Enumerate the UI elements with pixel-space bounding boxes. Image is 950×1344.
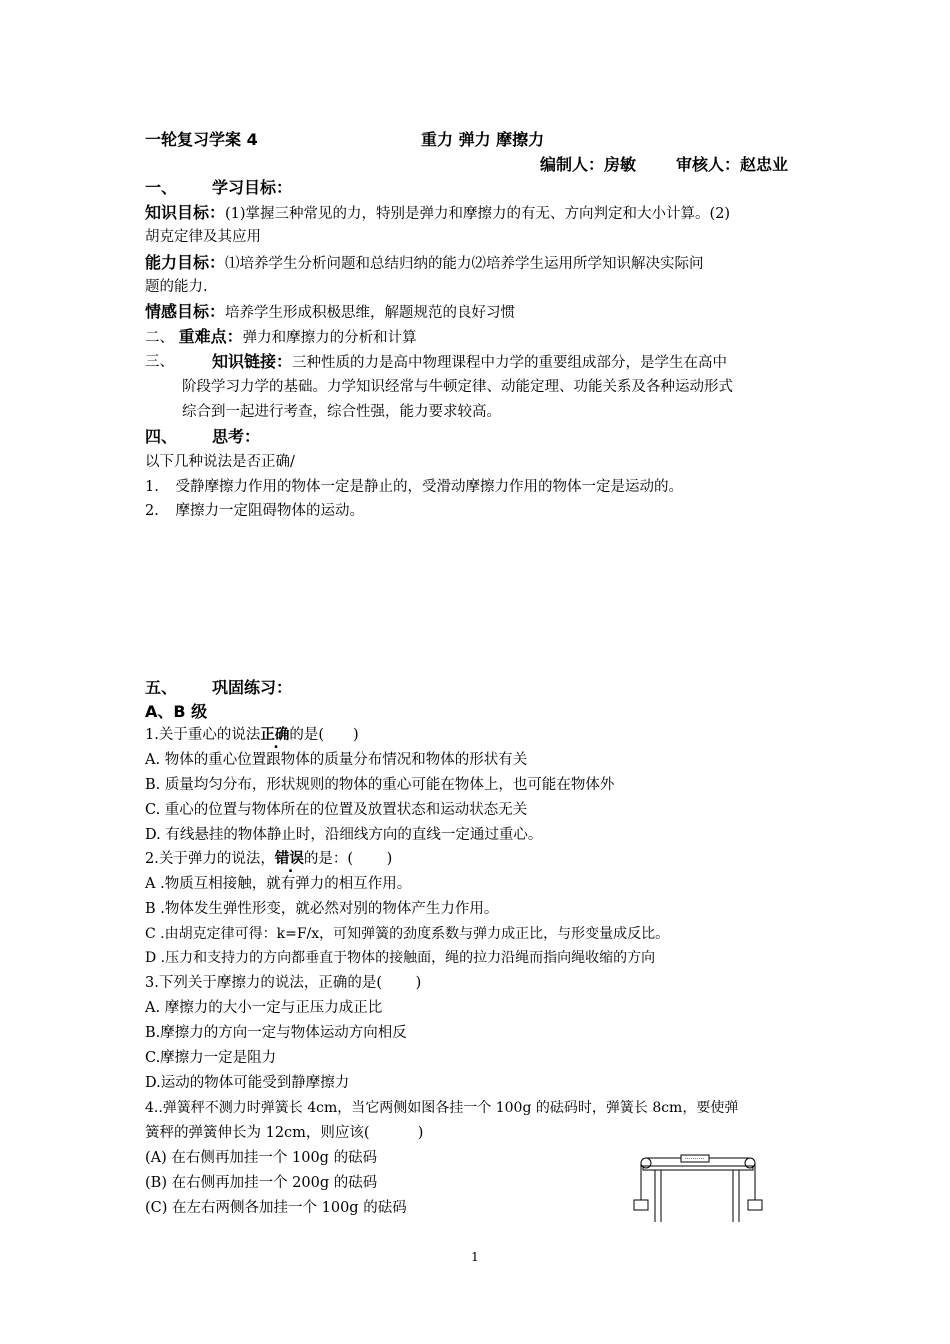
- section-3-number: 三、: [145, 354, 174, 370]
- question-4-stem-2: 簧秤的弹簧伸长为 12cm，则应该( ): [145, 1125, 424, 1141]
- question-2-keyword: 错误: [274, 851, 304, 867]
- think-item-2: [145, 500, 364, 522]
- emotion-goal-line: [145, 301, 515, 324]
- emotion-goal-label: 情感目标：: [145, 302, 226, 321]
- ability-goal-line-1: [145, 252, 704, 275]
- section-1-title: 学习目标：: [212, 178, 293, 197]
- section-3-text-2: 阶段学习力学的基础。力学知识经常与牛顿定律、动能定理、功能关系及各种运动形式: [182, 379, 733, 395]
- page-number: 1: [471, 1250, 479, 1264]
- section-1-number: 一、: [145, 178, 178, 197]
- section-2-number: 二、: [145, 330, 174, 346]
- section-3-text-3: 综合到一起进行考查，综合性强，能力要求较高。: [182, 404, 501, 420]
- doc-title: 重力 弹力 摩擦力: [421, 130, 545, 149]
- question-4-option-a: (A) 在右侧再加挂一个 100g 的砝码: [145, 1150, 378, 1166]
- ability-goal-text-2: 题的能力.: [145, 279, 208, 295]
- think-item-number: 1.: [145, 479, 159, 495]
- section-5-title: 巩固练习：: [212, 678, 293, 697]
- question-3-option-d: D.运动的物体可能受到静摩擦力: [145, 1075, 350, 1091]
- question-1-option-c: C. 重心的位置与物体所在的位置及放置状态和运动状态无关: [145, 802, 528, 818]
- think-item-text: 受静摩擦力作用的物体一定是静止的，受滑动摩擦力作用的物体一定是运动的。: [175, 479, 683, 495]
- section-2-line: [145, 326, 417, 349]
- question-2-option-c: C .由胡克定律可得：k=F/x，可知弹簧的劲度系数与弹力成正比，与形变量成反比。: [145, 926, 670, 942]
- question-4-option-b: (B) 在右侧再加挂一个 200g 的砝码: [145, 1175, 378, 1191]
- question-1-stem-pre: 1.关于重心的说法: [145, 727, 261, 743]
- knowledge-goal-text-1: (1)掌握三种常见的力，特别是弹力和摩擦力的有无、方向判定和大小计算。(2): [225, 206, 731, 222]
- question-2-option-a: A .物质互相接触，就有弹力的相互作用。: [145, 876, 412, 892]
- question-1-option-a: A. 物体的重心位置跟物体的质量分布情况和物体的形状有关: [145, 752, 528, 768]
- question-1-stem: [145, 724, 359, 746]
- knowledge-goal-label: 知识目标：: [145, 203, 226, 222]
- question-3-option-a: A. 摩擦力的大小一定与正压力成正比: [145, 1000, 383, 1016]
- question-3-option-c: C.摩擦力一定是阻力: [145, 1050, 277, 1066]
- question-4-option-c: (C) 在左右两侧各加挂一个 100g 的砝码: [145, 1200, 407, 1216]
- question-3-option-b: B.摩擦力的方向一定与物体运动方向相反: [145, 1025, 407, 1041]
- think-item-number: 2.: [145, 503, 159, 519]
- section-4-number: 四、: [145, 427, 178, 446]
- question-1-option-b: B. 质量均匀分布，形状规则的物体的重心可能在物体上，也可能在物体外: [145, 777, 615, 793]
- knowledge-goal-text-2: 胡克定律及其应用: [145, 229, 261, 245]
- section-3-text-1: 三种性质的力是高中物理课程中力学的重要组成部分，是学生在高中: [292, 355, 728, 371]
- doc-series-label: 一轮复习学案 4: [145, 130, 258, 149]
- section-2-title: 重难点：: [178, 327, 243, 346]
- doc-editor: 编制人：房敏: [540, 155, 637, 174]
- think-item-text: 摩擦力一定阻碍物体的运动。: [175, 503, 364, 519]
- emotion-goal-text: 培养学生形成积极思维，解题规范的良好习惯: [225, 305, 516, 321]
- think-item-1: [145, 476, 683, 498]
- weight-right: [748, 1200, 762, 1210]
- question-1-stem-post: 的是( ): [289, 727, 359, 743]
- level-label: A、B 级: [145, 702, 208, 721]
- question-3-stem: 3.下列关于摩擦力的说法，正确的是( ): [145, 975, 422, 991]
- question-1-keyword: 正确: [260, 727, 290, 743]
- spring-balance-figure: [633, 1154, 763, 1226]
- ability-goal-text-1: ⑴培养学生分析问题和总结归纳的能力⑵培养学生运用所学知识解决实际问: [225, 256, 704, 272]
- question-2-option-b: B .物体发生弹性形变，就必然对别的物体产生力作用。: [145, 901, 499, 917]
- section-4-title: 思考：: [212, 427, 261, 446]
- knowledge-goal-line-1: [145, 202, 730, 225]
- question-2-stem: [145, 848, 392, 870]
- section-3-title: 知识链接：: [212, 352, 293, 371]
- section-2-text: 弹力和摩擦力的分析和计算: [242, 330, 417, 346]
- question-2-stem-pre: 2.关于弹力的说法，: [145, 851, 275, 867]
- question-1-option-d: D. 有线悬挂的物体静止时，沿细线方向的直线一定通过重心。: [145, 827, 543, 843]
- table-top: [643, 1166, 753, 1170]
- question-2-stem-post: 的是：( ): [303, 851, 393, 867]
- section-4-intro: 以下几种说法是否正确/: [145, 454, 295, 470]
- section-3-line-1: [212, 351, 727, 374]
- weight-left: [634, 1200, 648, 1210]
- question-2-option-d: D .压力和支持力的方向都垂直于物体的接触面，绳的拉力沿绳而指向绳收缩的方向: [145, 950, 656, 966]
- question-4-stem-1: 4..弹簧秤不测力时弹簧长 4cm，当它两侧如图各挂一个 100g 的砝码时，弹簧长 8cm，要使弹: [145, 1100, 739, 1116]
- ability-goal-label: 能力目标：: [145, 253, 226, 272]
- doc-reviewer: 审核人：赵忠业: [676, 155, 789, 174]
- section-5-number: 五、: [145, 678, 178, 697]
